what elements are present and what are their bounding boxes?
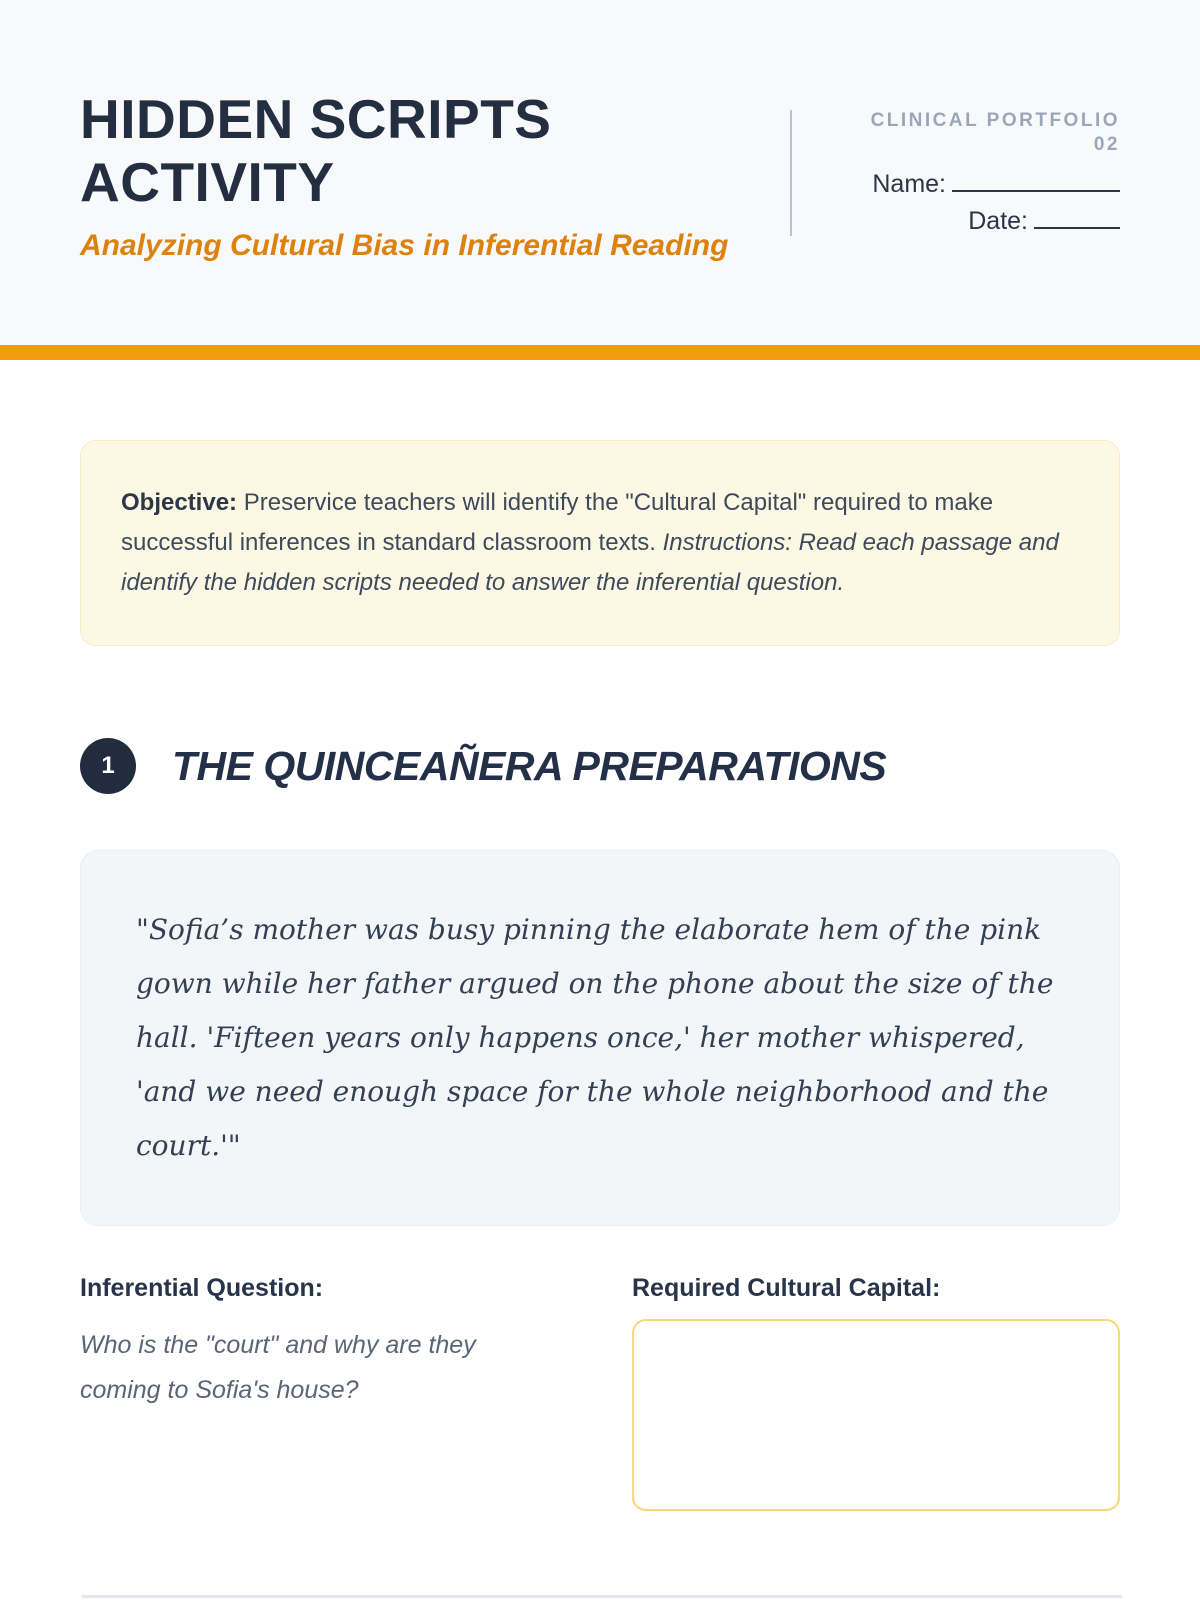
cultural-capital-column [632,1274,1120,1511]
objective-box [80,440,1120,646]
section-number-badge: 1 [80,738,136,794]
passage-text: "Sofia’s mother was busy pinning the elaborate hem of the pink gown while her father argued on the phone about the size of the hall. 'Fifteen years only happens once,' her mother whispered, 'and we need enough space for the whole neighborhood and the court.'" [136,913,1054,1162]
name-row [834,170,1120,199]
accent-divider-bar [0,345,1200,360]
bottom-divider [82,1595,1122,1598]
cultural-capital-label: Required Cultural Capital: [632,1274,941,1302]
objective-text: Preservice teachers will identify the "Cultural Capital" required to make successful inferences in standard classroom texts. [121,489,994,556]
cultural-capital-answer-box[interactable] [632,1319,1120,1511]
date-row [834,207,1120,236]
page-subtitle: Analyzing Cultural Bias in Inferential Reading [80,229,729,263]
portfolio-label: CLINICAL PORTFOLIO [870,110,1120,131]
inferential-question-text: Who is the "court" and why are they coming to Sofia's house? [80,1331,476,1404]
objective-label: Objective: [121,489,238,516]
name-blank-line[interactable] [952,170,1120,192]
portfolio-info-block [790,110,1120,236]
page-header [0,0,1200,345]
passage-box [80,850,1120,1226]
date-blank-line[interactable] [1034,207,1120,229]
question-answer-grid [80,1274,1120,1511]
inferential-question-label: Inferential Question: [80,1274,324,1302]
section-1-header [80,738,1120,794]
section-title: THE QUINCEAÑERA PREPARATIONS [172,742,887,789]
date-label: Date: [968,207,1028,235]
worksheet-body [0,440,1200,1598]
page-title: HIDDEN SCRIPTS ACTIVITY [80,88,552,213]
objective-paragraph [121,483,1079,603]
inferential-question-column [80,1274,568,1511]
portfolio-number: 02 [1093,134,1120,155]
objective-instructions: Instructions: Read each passage and identify the hidden scripts needed to answer the inferential question. [121,529,1059,596]
name-label: Name: [872,170,946,198]
